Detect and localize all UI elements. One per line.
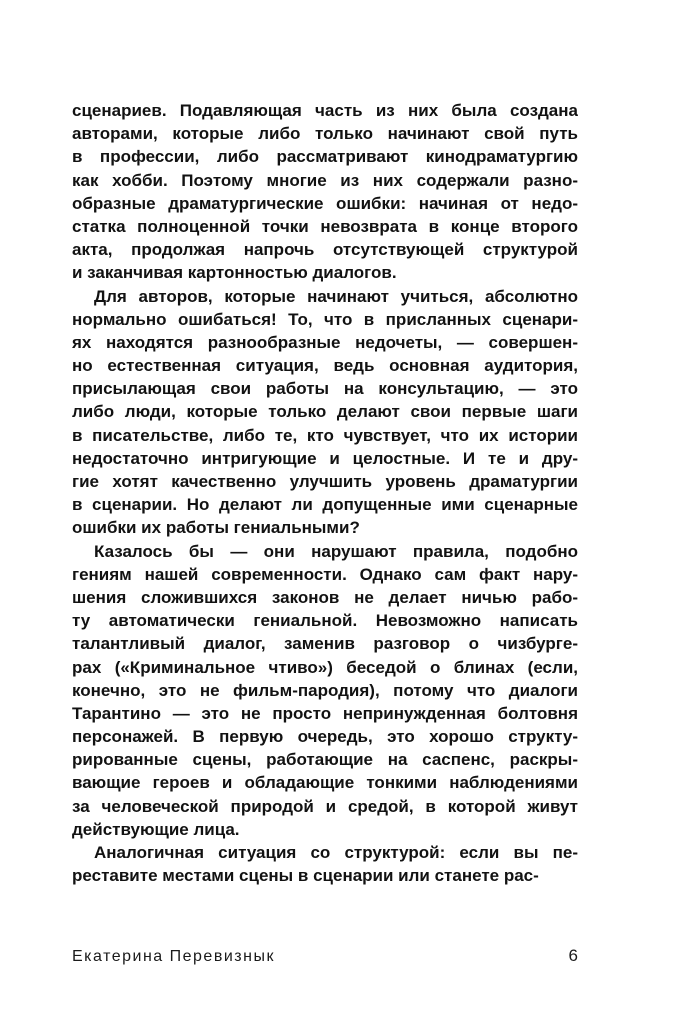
text-line: конечно, это не фильм-пародия), потому что диалоги <box>72 680 578 700</box>
text-line: образные драматургические ошибки: начиная от недо- <box>72 193 578 213</box>
text-line: шения сложившихся законов не делает ничью рабо- <box>72 587 578 607</box>
text-line: либо люди, которые только делают свои первые шаги <box>72 402 578 422</box>
text-line: рах («Криминальное чтиво») беседой о блинах (если, <box>72 657 578 677</box>
text-line: действующие лица. <box>72 819 240 839</box>
paragraph <box>72 99 578 285</box>
footer-author: Екатерина Перевизнык <box>72 948 275 965</box>
text-line: ях находятся разнообразные недочеты, — совершен- <box>72 332 578 352</box>
body-text <box>72 99 578 887</box>
paragraph <box>72 285 578 540</box>
paragraph <box>72 540 578 841</box>
text-line: Тарантино — это не просто непринужденная болтовня <box>72 703 578 723</box>
text-line: в писательстве, либо те, кто чувствует, что их истории <box>72 425 578 445</box>
text-line: реставите местами сцены в сценарии или станете рас- <box>72 866 539 886</box>
text-line: в профессии, либо рассматривают кинодраматургию <box>72 147 578 167</box>
text-line: но естественная ситуация, ведь основная аудитория, <box>72 356 578 376</box>
text-line: статка полноценной точки невозврата в конце второго <box>72 216 578 236</box>
text-line: в сценарии. Но делают ли допущенные ими сценарные <box>72 495 578 515</box>
text-line: гениям нашей современности. Однако сам факт нару- <box>72 564 578 584</box>
text-line: недостаточно интригующие и целостные. И те и дру- <box>72 448 578 468</box>
text-line: гие хотят качественно улучшить уровень драматургии <box>72 472 578 491</box>
text-line: акта, продолжая напрочь отсутствующей структурой <box>72 240 578 260</box>
text-line: ту автоматически гениальной. Невозможно написать <box>72 611 578 631</box>
text-line: авторами, которые либо только начинают свой путь <box>72 124 578 144</box>
text-line: персонажей. В первую очередь, это хорошо структу- <box>72 727 578 747</box>
text-line: Аналогичная ситуация со структурой: если вы пе- <box>94 843 578 862</box>
text-line: Казалось бы — они нарушают правила, подобно <box>94 541 578 561</box>
text-line: вающие героев и обладающие тонкими наблюдениями <box>72 773 578 793</box>
text-line: Для авторов, которые начинают учиться, абсолютно <box>94 286 578 306</box>
text-line: как хобби. Поэтому многие из них содержали разно- <box>72 170 578 190</box>
text-line: за человеческой природой и средой, в которой живут <box>72 796 578 816</box>
text-line: сценариев. Подавляющая часть из них была создана <box>72 101 578 120</box>
text-line: талантливый диалог, заменив разговор о чизбурге- <box>72 634 578 654</box>
paragraph <box>72 841 578 887</box>
text-line: и заканчивая картонностью диалогов. <box>72 263 397 283</box>
text-line: рированные сцены, работающие на саспенс, раскры- <box>72 750 578 770</box>
text-line: нормально ошибаться! То, что в присланных сценари- <box>72 309 578 329</box>
page-number: 6 <box>568 946 578 965</box>
text-line: ошибки их работы гениальными? <box>72 518 360 538</box>
text-line: присылающая свои работы на консультацию, — это <box>72 379 578 399</box>
page-footer <box>72 946 578 966</box>
